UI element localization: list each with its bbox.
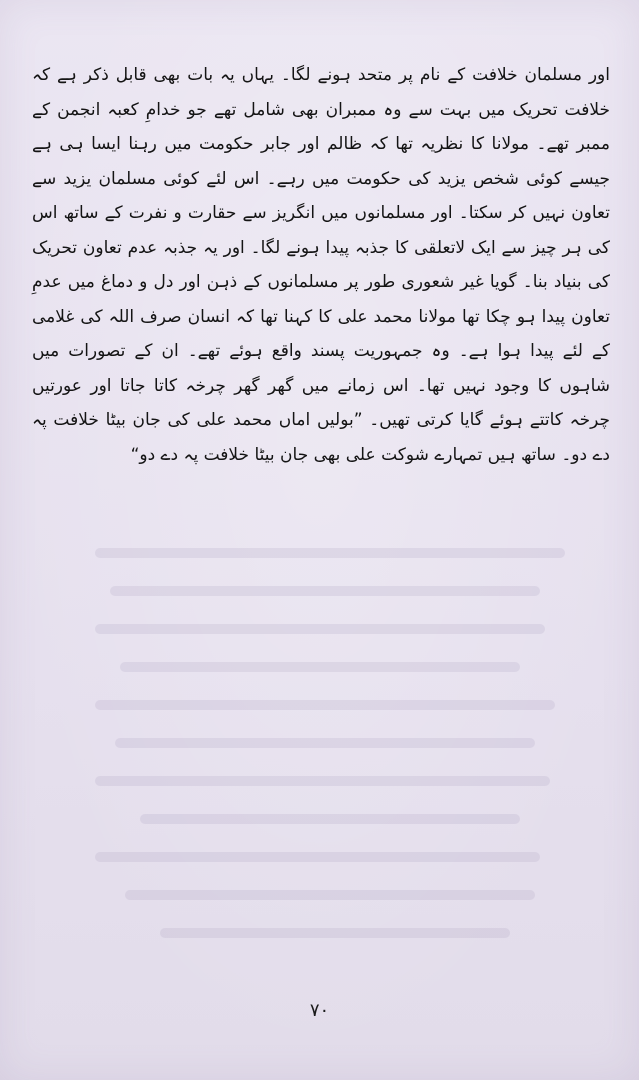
body-paragraph: اور مسلمان خلافت کے نام پر متحد ہونے لگا۔ یہاں یہ بات بھی قابل ذکر ہے کہ خلافت تحریک میں بہت سے وہ ممبران بھی شامل تھے جو خدامِ کعبہ انجمن کے ممبر تھے۔ مولانا کا نظریہ تھا کہ ظالم اور جابر حکومت میں رہنا ایسا ہی ہے جیسے کوئی شخص یزید کی حکومت میں رہے۔ اس لئے کوئی مسلمان یزید سے تعاون نہیں کر سکتا۔ اور مسلمانوں میں انگریز سے حقارت و نفرت کے ساتھ اس کی ہر چیز سے ایک لاتعلقی کا جذبہ پیدا ہونے لگا۔ اور یہ جذبہ عدم تعاون تحریک کی بنیاد بنا۔ گویا غیر شعوری طور پر مسلمانوں کے ذہن اور دل و دماغ میں عدمِ تعاون پیدا ہو چکا تھا مولانا محمد علی کا کہنا تھا کہ انسان صرف اللہ کی غلامی کے لئے پیدا ہوا ہے۔ وہ جمہوریت پسند واقع ہوئے تھے۔ ان کے تصورات میں شاہوں کا وجود نہیں تھا۔ اس زمانے میں گھر گھر چرخہ کاتا جاتا اور عورتیں چرخہ کاتتے ہوئے گایا کرتی تھیں۔ ”بولیں اماں محمد علی کی جان بیٹا خلافت پہ دے دو۔ ساتھ ہیں تمہارے شوکت علی بھی جان بیٹا خلافت پہ دے دو“ — [32, 65, 610, 465]
show-through-line — [110, 586, 540, 596]
show-through-line — [95, 776, 550, 786]
show-through-line — [160, 928, 510, 938]
show-through-line — [95, 548, 565, 558]
show-through-line — [120, 662, 520, 672]
show-through-line — [115, 738, 535, 748]
page-number: ۷۰ — [309, 1000, 330, 1021]
show-through-line — [95, 852, 540, 862]
show-through-line — [95, 700, 555, 710]
show-through-line — [125, 890, 535, 900]
show-through-line — [95, 624, 545, 634]
show-through-line — [140, 814, 520, 824]
body-text-block — [32, 58, 610, 472]
